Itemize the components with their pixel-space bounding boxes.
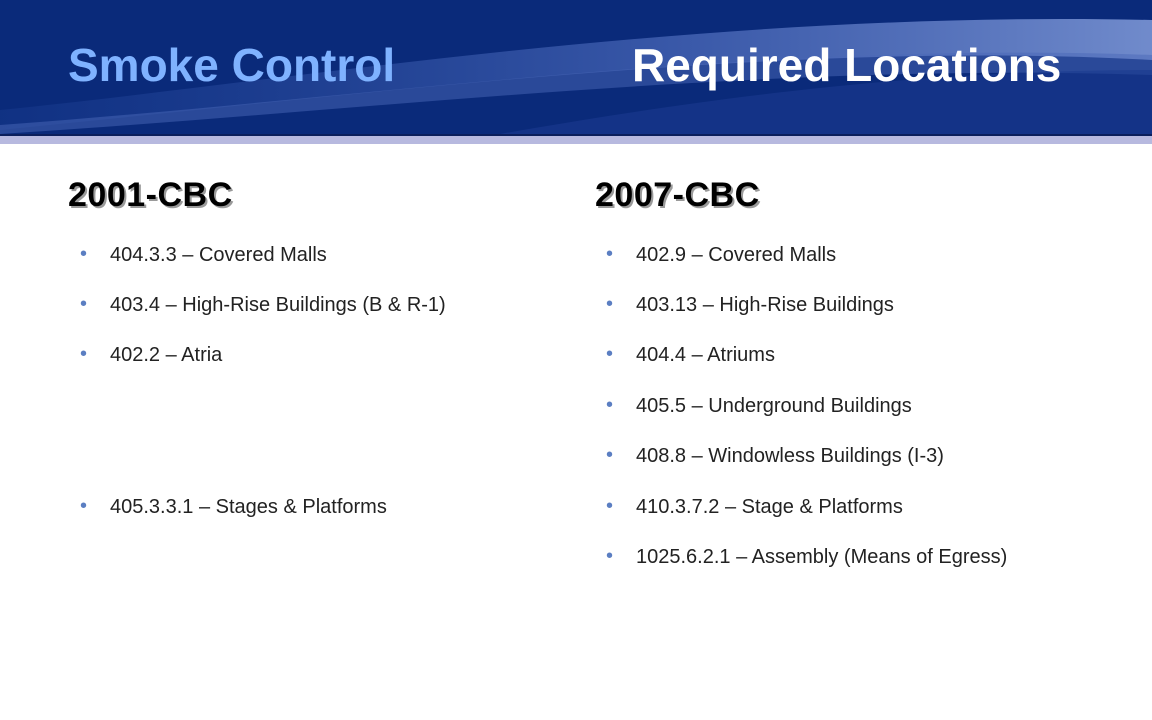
- title-smoke-control: Smoke Control: [68, 39, 396, 91]
- bullet-icon: •: [80, 343, 88, 365]
- right-column-heading: 2007-CBC: [595, 176, 760, 214]
- bullet-icon: •: [606, 343, 614, 365]
- bullet-icon: •: [606, 243, 614, 265]
- left-column-heading: 2001-CBC: [68, 176, 233, 214]
- header-divider: [0, 136, 1152, 144]
- bullet-icon: •: [606, 394, 614, 416]
- bullet-icon: •: [606, 444, 614, 466]
- bullet-icon: •: [80, 495, 88, 517]
- bullet-icon: •: [80, 243, 88, 265]
- bullet-icon: •: [606, 495, 614, 517]
- bullet-icon: •: [606, 293, 614, 315]
- bullet-icon: •: [606, 545, 614, 567]
- title-banner: [0, 0, 1152, 136]
- title-required-locations: Required Locations: [632, 39, 1062, 91]
- bullet-icon: •: [80, 293, 88, 315]
